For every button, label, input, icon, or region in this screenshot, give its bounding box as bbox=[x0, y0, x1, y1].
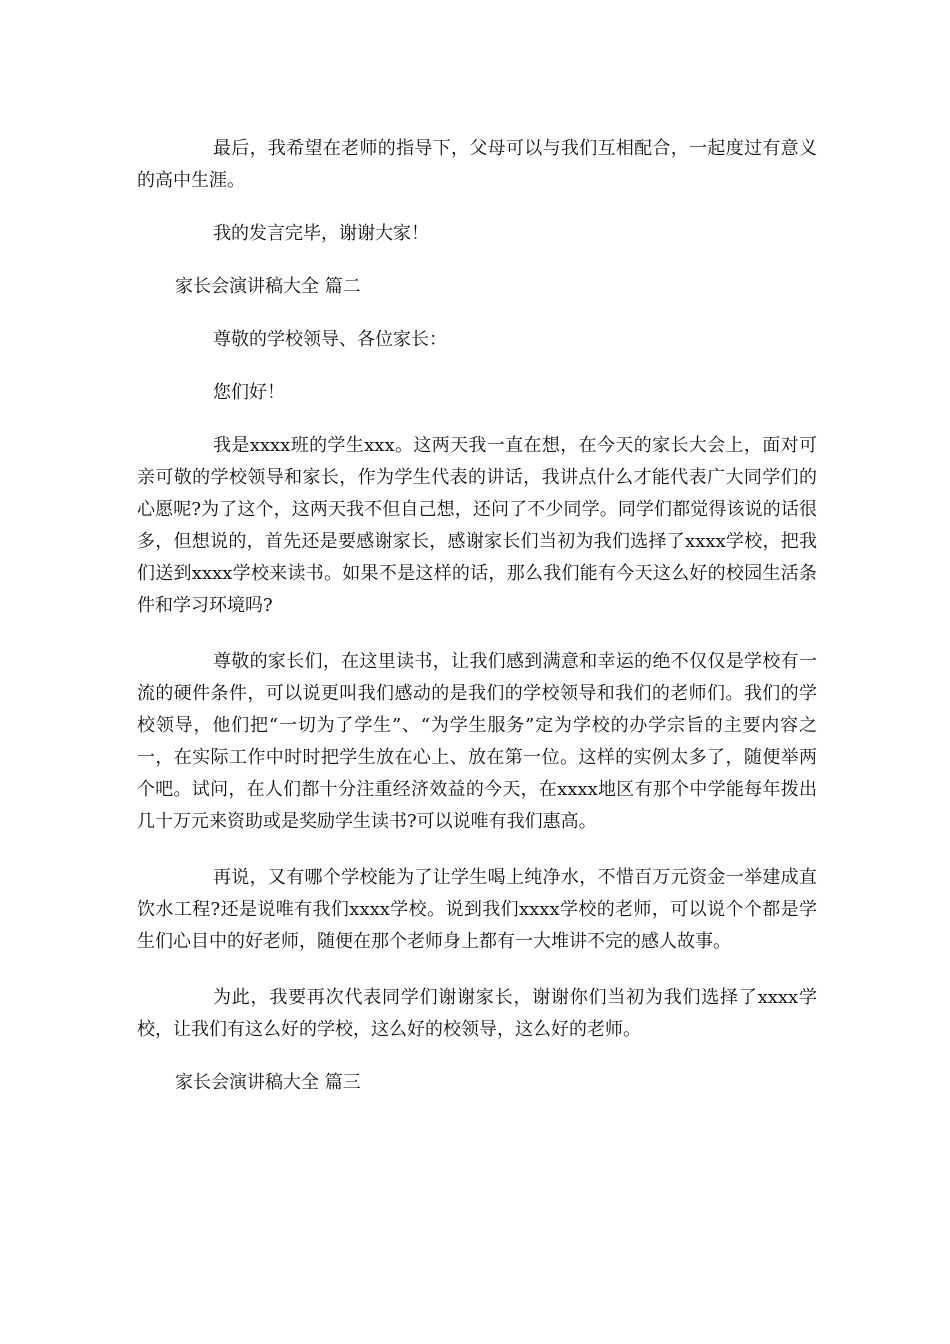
section-heading-part-two: 家长会演讲稿大全 篇二 bbox=[175, 276, 361, 297]
paragraph-thanks-parents: 为此，我要再次代表同学们谢谢家长，谢谢你们当初为我们选择了xxxx学校，让我们有这么好的学校，这么好的校领导，这么好的老师。 bbox=[137, 987, 817, 1040]
paragraph-school-leaders: 尊敬的家长们，在这里读书，让我们感到满意和幸运的绝不仅仅是学校有一流的硬件条件，可以说更叫我们感动的是我们的学校领导和我们的老师们。我们的学校领导，他们把“一切为了学生”、“为学生服务”定为学校的办学宗旨的主要内容之一，在实际工作中时时把学生放在心上、放在第一位。这样的实例太多了，随便举两个吧。试问，在人们都十分注重经济效益的今天，在xxxx地区有那个中学能每年拨出几十万元来资助或是奖励学生读书?可以说唯有我们惠高。 bbox=[137, 651, 817, 832]
section-heading-part-three: 家长会演讲稿大全 篇三 bbox=[175, 1072, 361, 1093]
paragraph-water-project: 再说，又有哪个学校能为了让学生喝上纯净水，不惜百万元资金一举建成直饮水工程?还是说唯有我们xxxx学校。说到我们xxxx学校的老师，可以说个个都是学生们心目中的好老师，随便在那个老师身上都有一大堆讲不完的感人故事。 bbox=[137, 867, 817, 952]
paragraph-salutation: 尊敬的学校领导、各位家长： bbox=[213, 329, 447, 350]
document-body bbox=[137, 133, 817, 1099]
paragraph-closing: 最后，我希望在老师的指导下，父母可以与我们互相配合，一起度过有意义的高中生涯。 bbox=[137, 138, 817, 191]
paragraph-introduction: 我是xxxx班的学生xxx。这两天我一直在想，在今天的家长大会上，面对可亲可敬的学校领导和家长，作为学生代表的讲话，我讲点什么才能代表广大同学们的心愿呢?为了这个，这两天我不但自己想，还问了不少同学。同学们都觉得该说的话很多，但想说的，首先还是要感谢家长，感谢家长们当初为我们选择了xxxx学校，把我们送到xxxx学校来读书。如果不是这样的话，那么我们能有今天这么好的校园生活条件和学习环境吗? bbox=[137, 435, 817, 616]
paragraph-thanks: 我的发言完毕，谢谢大家！ bbox=[213, 223, 429, 244]
paragraph-greeting: 您们好！ bbox=[213, 382, 285, 403]
